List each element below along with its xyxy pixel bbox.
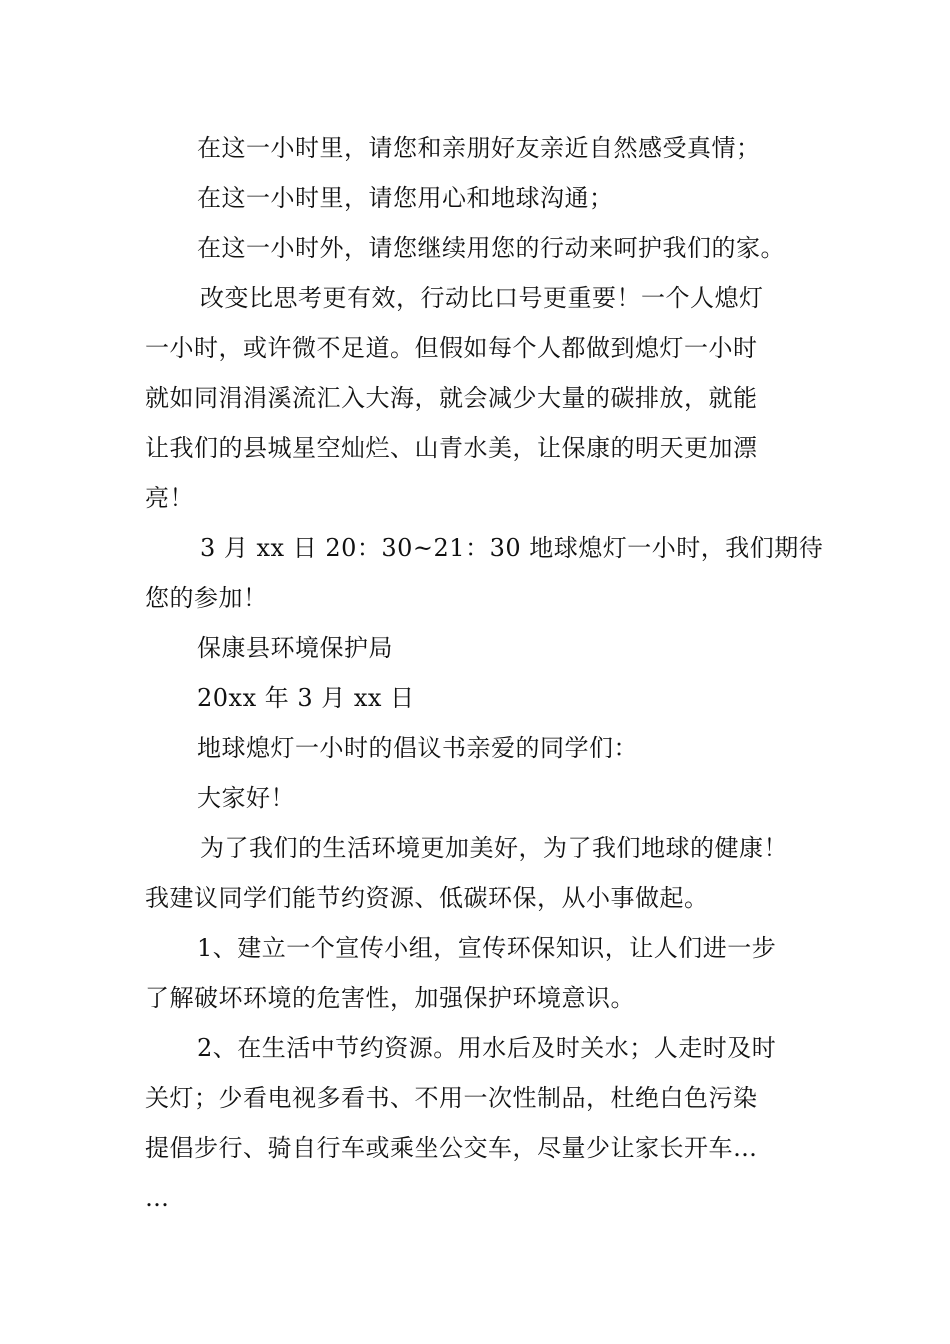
signature-date: 20xx 年 3 月 xx 日 [197,684,415,712]
text-line-3: 在这一小时外，请您继续用您的行动来呵护我们的家。 [197,234,785,262]
text-line-14: 大家好！ [197,784,295,812]
text-line-17: 1、建立一个宣传小组，宣传环保知识，让人们进一步 [197,934,777,962]
text-line-19: 2、在生活中节约资源。用水后及时关水；人走时及时 [197,1034,777,1062]
text-line-22: … [145,1184,170,1212]
text-line-13: 地球熄灯一小时的倡议书亲爱的同学们： [197,734,638,762]
text-line-2: 在这一小时里，请您用心和地球沟通； [197,184,614,212]
text-line-1: 在这一小时里，请您和亲朋好友亲近自然感受真情； [197,134,761,162]
text-line-16: 我建议同学们能节约资源、低碳环保，从小事做起。 [145,884,709,912]
text-line-9: 3 月 xx 日 20：30~21：30 地球熄灯一小时，我们期待 [200,534,824,562]
text-line-4: 改变比思考更有效，行动比口号更重要！一个人熄灯 [200,284,764,312]
signature-org: 保康县环境保护局 [197,634,393,662]
text-line-10: 您的参加！ [145,584,268,612]
text-line-20: 关灯；少看电视多看书、不用一次性制品，杜绝白色污染 [145,1084,758,1112]
text-line-15: 为了我们的生活环境更加美好，为了我们地球的健康！ [200,834,788,862]
text-line-7: 让我们的县城星空灿烂、山青水美，让保康的明天更加漂 [145,434,758,462]
text-line-21: 提倡步行、骑自行车或乘坐公交车，尽量少让家长开车… [145,1134,758,1162]
text-line-8: 亮！ [145,484,194,512]
text-line-18: 了解破坏环境的危害性，加强保护环境意识。 [145,984,635,1012]
text-line-6: 就如同涓涓溪流汇入大海，就会减少大量的碳排放，就能 [145,384,758,412]
text-line-5: 一小时，或许微不足道。但假如每个人都做到熄灯一小时 [145,334,758,362]
